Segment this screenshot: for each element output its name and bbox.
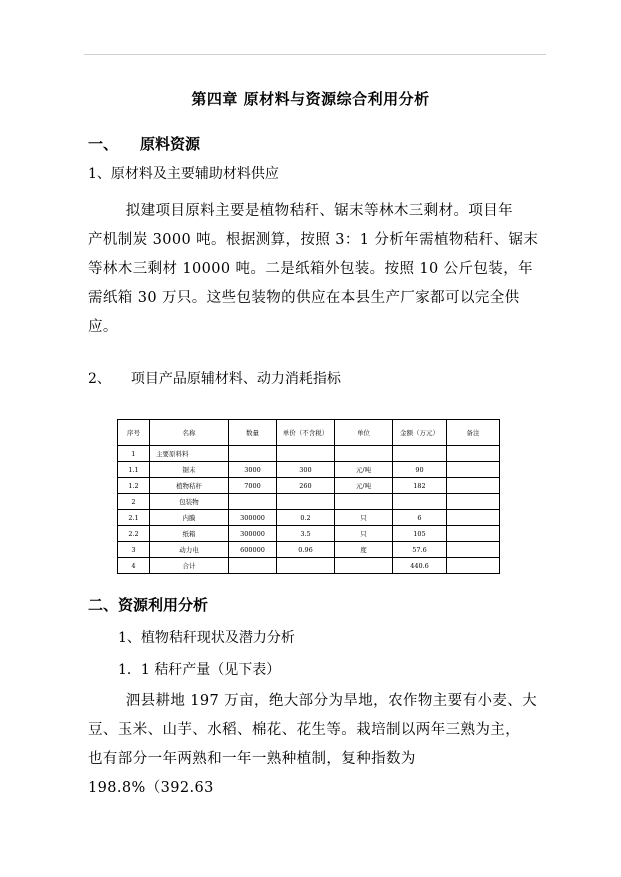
section-heading-2: 二、资源利用分析 <box>88 596 209 614</box>
paragraph-1 <box>88 197 546 342</box>
table-cell <box>447 558 500 574</box>
table-cell: 440.6 <box>393 558 447 574</box>
table-cell: 6 <box>393 510 447 526</box>
section-heading-1 <box>88 133 200 154</box>
table-cell: 3 <box>118 542 150 558</box>
table-cell: 只 <box>335 510 393 526</box>
table-cell <box>447 526 500 542</box>
paragraph-line: 泗县耕地 197 万亩，绝大部分为旱地，农作物主要有小麦、大 <box>125 693 538 709</box>
table-cell <box>277 494 335 510</box>
table-row <box>118 494 500 510</box>
table-cell: 锯末 <box>150 462 229 478</box>
table-cell: 2.1 <box>118 510 150 526</box>
table-cell: 3000 <box>229 462 277 478</box>
paragraph-2 <box>88 687 546 803</box>
table-row <box>118 446 500 462</box>
chapter-title: 第四章 原材料与资源综合利用分析 <box>191 90 430 108</box>
subheading-2 <box>88 368 341 388</box>
paragraph-line: 等林木三剩材 10000 吨。二是纸箱外包装。按照 10 公斤包装，年 <box>88 261 534 277</box>
section-label: 原料资源 <box>140 135 201 153</box>
table-row <box>118 478 500 494</box>
paragraph-line: 拟建项目原料主要是植物秸秆、锯末等林木三剩材。项目年 <box>125 203 514 219</box>
table-row <box>118 558 500 574</box>
table-cell <box>447 494 500 510</box>
table-cell: 2 <box>118 494 150 510</box>
table-cell: 纸箱 <box>150 526 229 542</box>
table-cell: 1 <box>118 446 150 462</box>
table-header-cell: 序号 <box>118 420 150 446</box>
table-cell: 度 <box>335 542 393 558</box>
table-cell: 主要原料料 <box>150 446 229 462</box>
table-row <box>118 526 500 542</box>
table-cell <box>447 542 500 558</box>
table-cell: 3.5 <box>277 526 335 542</box>
subheading-1: 1、原材料及主要辅助材料供应 <box>88 166 279 182</box>
table-cell <box>447 478 500 494</box>
table-cell: 105 <box>393 526 447 542</box>
subheading-label: 项目产品原辅材料、动力消耗指标 <box>130 371 341 387</box>
table-header-cell: 数量 <box>229 420 277 446</box>
table-cell <box>335 558 393 574</box>
paragraph-line: 应。 <box>88 319 118 335</box>
table-header-cell: 单价（不含税） <box>277 420 335 446</box>
subheading-3: 1、植物秸秆现状及潜力分析 <box>118 630 295 646</box>
table-header-cell: 金额（万元） <box>393 420 447 446</box>
table-cell: 2.2 <box>118 526 150 542</box>
table-header-cell: 备注 <box>447 420 500 446</box>
table-row <box>118 542 500 558</box>
paragraph-line: 需纸箱 30 万只。这些包装物的供应在本县生产厂家都可以完全供 <box>88 290 520 306</box>
table-cell <box>229 446 277 462</box>
consumption-table <box>117 419 500 574</box>
table-cell <box>393 446 447 462</box>
table-row <box>118 510 500 526</box>
table-cell <box>229 558 277 574</box>
table-cell: 57.6 <box>393 542 447 558</box>
table-cell: 植物秸秆 <box>150 478 229 494</box>
table-cell: 0.96 <box>277 542 335 558</box>
table-cell: 内膜 <box>150 510 229 526</box>
table-cell: 300000 <box>229 526 277 542</box>
table-cell: 只 <box>335 526 393 542</box>
table-cell <box>447 446 500 462</box>
paragraph-line: 产机制炭 3000 吨。根据测算，按照 3：1 分析年需植物秸秆、锯末 <box>88 232 539 248</box>
table-cell: 0.2 <box>277 510 335 526</box>
table-header-cell: 名称 <box>150 420 229 446</box>
table-cell: 1.1 <box>118 462 150 478</box>
section-number: 一、 <box>88 135 119 153</box>
table-cell: 元/吨 <box>335 462 393 478</box>
subheading-4: 1．1 秸秆产量（见下表） <box>118 662 281 678</box>
table-cell <box>393 494 447 510</box>
table-cell: 包装物 <box>150 494 229 510</box>
paragraph-line: 也有部分一年两熟和一年一熟种植制，复种指数为 198.8%（392.63 <box>88 751 416 796</box>
table-cell: 7000 <box>229 478 277 494</box>
table-cell <box>447 462 500 478</box>
table-cell: 4 <box>118 558 150 574</box>
table-cell <box>447 510 500 526</box>
header-rule <box>84 54 546 55</box>
table-cell: 600000 <box>229 542 277 558</box>
table-row <box>118 462 500 478</box>
table-cell: 合计 <box>150 558 229 574</box>
subheading-number: 2、 <box>88 371 111 387</box>
table-cell <box>335 446 393 462</box>
table-cell: 90 <box>393 462 447 478</box>
paragraph-line: 豆、玉米、山芋、水稻、棉花、花生等。栽培制以两年三熟为主， <box>88 722 521 738</box>
table-cell: 动力电 <box>150 542 229 558</box>
table-header-row <box>118 420 500 446</box>
table-cell: 182 <box>393 478 447 494</box>
table-cell: 1.2 <box>118 478 150 494</box>
table-header-cell: 单位 <box>335 420 393 446</box>
table-cell <box>229 494 277 510</box>
table-cell: 300000 <box>229 510 277 526</box>
table-cell <box>277 558 335 574</box>
table-cell: 300 <box>277 462 335 478</box>
table-cell: 元/吨 <box>335 478 393 494</box>
table-cell: 260 <box>277 478 335 494</box>
table-cell <box>335 494 393 510</box>
table-cell <box>277 446 335 462</box>
